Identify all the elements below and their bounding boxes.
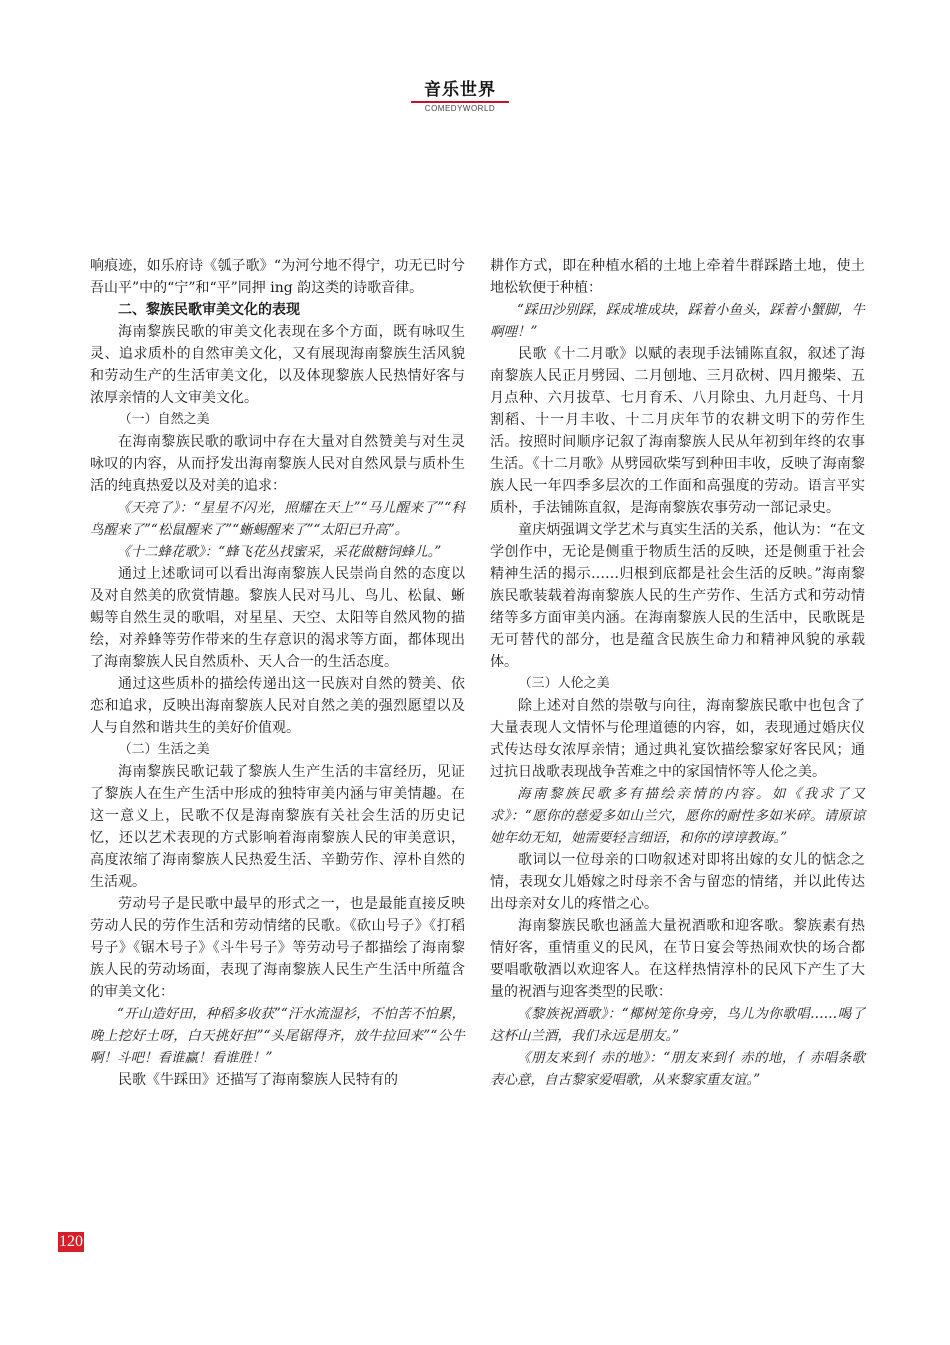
page-number: 120 xyxy=(59,1233,83,1250)
journal-title-en: COMEDYWORLD xyxy=(424,104,496,113)
lyric-quote: “开山造好田，种稻多收获”“汗水流湿衫，不怕苦不怕累，晚上挖好土呀，白天挑好担”“头尾锯得齐，放牛拉回来”“公牛啊！斗吧！看谁赢！看谁胜！” xyxy=(90,1006,465,1066)
paragraph: 民歌《牛踩田》还描写了海南黎族人民特有的 xyxy=(118,1072,398,1088)
right-column xyxy=(490,255,865,1091)
paragraph: 耕作方式，即在种植水稻的土地上牵着牛群踩踏土地，使土地松软便于种植： xyxy=(490,258,865,296)
paragraph: 通过这些质朴的描绘传递出这一民族对自然的赞美、依恋和追求，反映出海南黎族人民对自然之美的强烈愿望以及人与自然和谐共生的美好价值观。 xyxy=(90,676,465,736)
subsection-title-life: （二）生活之美 xyxy=(118,742,210,757)
paragraph: 歌词以一位母亲的口吻叙述对即将出嫁的女儿的惦念之情，表现女儿婚嫁之时母亲不舍与留恋的情绪，并以此传达出母亲对女儿的疼惜之心。 xyxy=(490,852,865,912)
lyric-quote: 《黎族祝酒歌》：“椰树笼你身旁，鸟儿为你歌唱……喝了这杯山兰酒，我们永远是朋友。” xyxy=(490,1006,865,1044)
paragraph: 民歌《十二月歌》以赋的表现手法铺陈直叙，叙述了海南黎族人民正月劈园、二月刨地、三月砍树、四月搬柴、五月点种、六月拔草、七月育禾、八月除虫、九月赶鸟、十月割稻、十一月丰收、十二月庆年节的农耕文明下的劳作生活。按照时间顺序记叙了海南黎族人民从年初到年终的农事生活。《十二月歌》从劈园砍柴写到种田丰收，反映了海南黎族人民一年四季多层次的工作面和高强度的劳动。语言平实质朴，手法铺陈直叙，是海南黎族农事劳动一部记录史。 xyxy=(490,346,865,516)
paragraph: 童庆炳强调文学艺术与真实生活的关系，他认为：“在文学创作中，无论是侧重于物质生活的反映，还是侧重于社会精神生活的揭示……归根到底都是社会生活的反映。”海南黎族民歌装载着海南黎族人民的生产劳作、生活方式和劳动情绪等多方面审美内涵。在海南黎族人民的生活中，民歌既是无可替代的部分，也是蕴含民族生命力和精神风貌的承载体。 xyxy=(490,522,865,670)
paragraph: 响痕迹，如乐府诗《瓠子歌》“为河兮地不得宁，功无已时兮吾山平”中的“宁”和“平”同押 ing 韵这类的诗歌音律。 xyxy=(90,258,465,296)
paragraph: 海南黎族民歌的审美文化表现在多个方面，既有咏叹生灵、追求质朴的自然审美文化，又有展现海南黎族生活风貌和劳动生产的生活审美文化，以及体现黎族人民热情好客与浓厚亲情的人文审美文化。 xyxy=(90,324,465,406)
lyric-quote: 《朋友来到亻赤的地》：“朋友来到亻赤的地，亻赤唱条歌表心意，自古黎家爱唱歌，从来黎家重友谊。” xyxy=(490,1050,865,1088)
left-column xyxy=(90,255,465,1091)
masthead-rule xyxy=(411,101,509,103)
paragraph: 海南黎族民歌也涵盖大量祝酒歌和迎客歌。黎族素有热情好客，重情重义的民风，在节日宴会等热闹欢快的场合都要唱歌敬酒以欢迎客人。在这样热情淳朴的民风下产生了大量的祝酒与迎客类型的民歌： xyxy=(490,918,865,1000)
paragraph: 海南黎族民歌记载了黎族人生产生活的丰富经历，见证了黎族人在生产生活中形成的独特审美内涵与审美情趣。在这一意义上，民歌不仅是海南黎族有关社会生活的历史记忆，还以艺术表现的方式影响着海南黎族人民的审美意识，高度浓缩了海南黎族人民热爱生活、辛勤劳作、淳朴自然的生活观。 xyxy=(90,764,465,890)
lyric-quote: 《天亮了》：“星星不闪光，照耀在天上”“马儿醒来了”“科鸟醒来了”“松鼠醒来了”“蜥蜴醒来了”“太阳已升高”。 xyxy=(90,500,465,538)
paragraph: 除上述对自然的崇敬与向往，海南黎族民歌中也包含了大量表现人文情怀与伦理道德的内容，如，表现通过婚庆仪式传达母女浓厚亲情；通过典礼宴饮描绘黎家好客民风；通过抗日战歌表现战争苦难之中的家国情怀等人伦之美。 xyxy=(490,698,865,780)
subsection-title-ethics: （三）人伦之美 xyxy=(518,676,610,691)
paragraph: 劳动号子是民歌中最早的形式之一，也是最能直接反映劳动人民的劳作生活和劳动情绪的民歌。《砍山号子》《打稻号子》《锯木号子》《斗牛号子》等劳动号子都描绘了海南黎族人民的劳动场面，表现了海南黎族人民生产生活中所蕴含的审美文化： xyxy=(90,896,465,1000)
lyric-quote: “踩田沙别踩，踩成堆成块，踩着小鱼头，踩着小蟹脚，牛啊哩！” xyxy=(490,302,865,340)
section-title: 二、黎族民歌审美文化的表现 xyxy=(118,302,300,318)
journal-title-cn: 音乐世界 xyxy=(424,80,496,100)
paragraph: 在海南黎族民歌的歌词中存在大量对自然赞美与对生灵咏叹的内容，从而抒发出海南黎族人民对自然风景与质朴生活的纯真热爱以及对美的追求： xyxy=(90,434,465,494)
paragraph: 通过上述歌词可以看出海南黎族人民崇尚自然的态度以及对自然美的欣赏情趣。黎族人民对马儿、鸟儿、松鼠、蜥蜴等自然生灵的歌唱，对星星、天空、太阳等自然风物的描绘，对养蜂等劳作带来的生存意识的渴求等方面，都体现出了海南黎族人民自然质朴、天人合一的生活态度。 xyxy=(90,566,465,670)
subsection-title-nature: （一）自然之美 xyxy=(118,412,210,427)
journal-masthead xyxy=(405,80,515,114)
lyric-quote: 《十二蜂花歌》：“蜂飞花丛找蜜采，采花做糖饲蜂儿。” xyxy=(117,544,442,560)
lyric-quote: 海南黎族民歌多有描绘亲情的内容。如《我求了又求》：“愿你的慈爱多如山兰穴，愿你的耐性多如米碎。请原谅她年幼无知，她需要轻言细语，和你的谆谆教诲。” xyxy=(490,786,865,846)
